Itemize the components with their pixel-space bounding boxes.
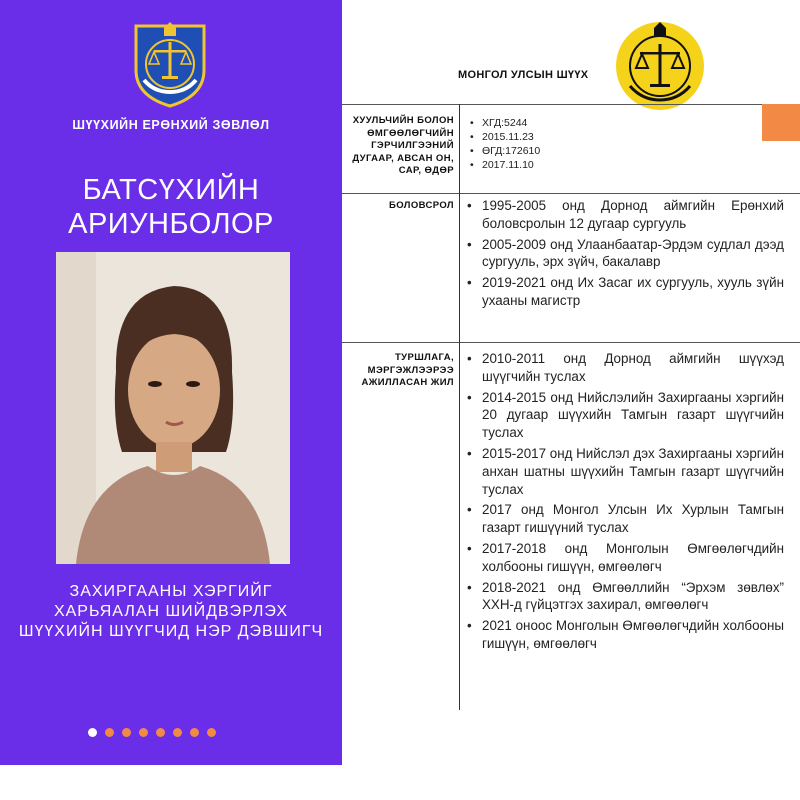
list-item: • 2015.11.23 — [470, 130, 540, 144]
list-item: • ӨГД:172610 — [470, 144, 540, 158]
list-item: • 2017-2018 онд Монголын Өмгөөлөгчдийн холбооны гишүүн, өмгөөлөгч — [466, 540, 784, 576]
carousel-dot-2[interactable] — [105, 728, 114, 737]
org-name: ШҮҮХИЙН ЕРӨНХИЙ ЗӨВЛӨЛ — [72, 118, 270, 132]
license-label: ХУУЛЬЧИЙН БОЛОН ӨМГӨӨЛӨГЧИЙН ГЭРЧИЛГЭЭНИЙ ДУГААР, АВСАН ОН, САР, ӨДӨР — [352, 115, 454, 176]
experience-list — [466, 350, 784, 656]
portrait-illustration — [56, 252, 290, 564]
experience-label: ТУРШЛАГА, МЭРГЭЖЛЭЭРЭЭ АЖИЛЛАСАН ЖИЛ — [361, 352, 454, 388]
judicial-council-emblem-icon — [130, 20, 210, 108]
profile-panel — [0, 0, 342, 765]
carousel-dot-3[interactable] — [122, 728, 131, 737]
list-item: • 2005-2009 онд Улаанбаатар-Эрдэм судлал дээд сургууль, эрх зүйч, бакалавр — [466, 236, 784, 272]
court-scales-emblem-icon — [614, 20, 706, 112]
carousel-dot-6[interactable] — [173, 728, 182, 737]
list-item: • 2019-2021 онд Их Засаг их сургууль, хууль зүйн ухааны магистр — [466, 274, 784, 310]
list-item: • 2018-2021 онд Өмгөөллийн “Эрхэм зөвлөх” ХХН-д гүйцэтгэх захирал, өмгөөлөгч — [466, 579, 784, 615]
list-item: • 2010-2011 онд Дорнод аймгийн шүүхэд шүүгчийн туслах — [466, 350, 784, 386]
table-divider — [342, 104, 762, 105]
education-list — [466, 197, 784, 313]
court-title: МОНГОЛ УЛСЫН ШҮҮХ — [458, 69, 589, 81]
list-item: • 2014-2015 онд Нийслэлийн Захиргааны хэргийн 20 дугаар шүүхийн Тамгын газарт шүүгчийн туслах — [466, 389, 784, 442]
bottom-strip — [0, 765, 800, 800]
list-item: • 2015-2017 онд Нийслэл дэх Захиргааны хэргийн анхан шатны шүүхийн Тамгын газарт шүүгчийн туслах — [466, 445, 784, 498]
list-item: • 2021 оноос Монголын Өмгөөлөгчдийн холбооны гишүүн, өмгөөлөгч — [466, 617, 784, 653]
education-label: БОЛОВСРОЛ — [388, 200, 454, 211]
candidate-name: БАТСҮХИЙН АРИУНБОЛОР — [68, 174, 274, 240]
carousel-dot-8[interactable] — [207, 728, 216, 737]
table-column-divider — [459, 104, 460, 710]
list-item: • 2017.11.10 — [470, 158, 540, 172]
list-item: • 1995-2005 онд Дорнод аймгийн Ерөнхий боловсролын 12 дугаар сургууль — [466, 197, 784, 233]
list-item: • 2017 онд Монгол Улсын Их Хурлын Тамгын газарт гишүүний туслах — [466, 501, 784, 537]
table-divider — [342, 193, 800, 194]
nomination-title: ЗАХИРГААНЫ ХЭРГИЙГ ХАРЬЯАЛАН ШИЙДВЭРЛЭХ ШҮҮХИЙН ШҮҮГЧИД НЭР ДЭВШИГЧ — [18, 583, 324, 640]
carousel-dots — [88, 728, 216, 737]
accent-block — [762, 104, 800, 141]
candidate-photo — [56, 252, 290, 564]
carousel-dot-1[interactable] — [88, 728, 97, 737]
carousel-dot-4[interactable] — [139, 728, 148, 737]
table-divider — [342, 342, 800, 343]
carousel-dot-7[interactable] — [190, 728, 199, 737]
carousel-dot-5[interactable] — [156, 728, 165, 737]
list-item: • ХГД:5244 — [470, 116, 540, 130]
license-list — [470, 116, 540, 172]
